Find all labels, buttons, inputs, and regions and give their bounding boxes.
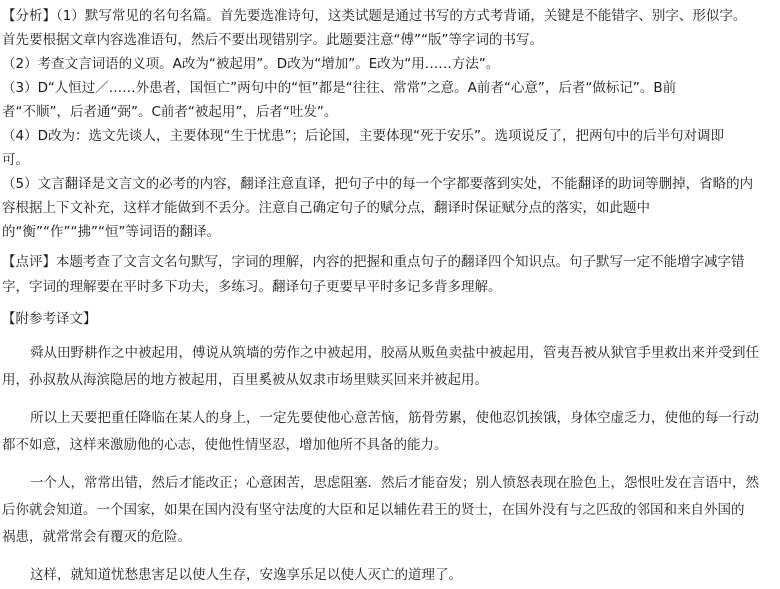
translation-line: 一个人，常常出错，然后才能改正；心意困苦，思虑阻塞．然后才能奋发；别人愤怒表现在脸色上，怨恨吐发在言语中，然 [30, 474, 759, 491]
analysis-line: 【分析】（1）默写常见的名句名篇。首先要选准诗句，这类试题是通过书写的方式考背诵，关键是不能错字、别字、形似字。 [2, 8, 747, 24]
comment-line: 字，字词的理解要在平时多下功夫，多练习。翻译句子更要早平时多记多背多理解。 [2, 278, 502, 295]
analysis-section [2, 4, 776, 244]
translation-line: 祸患，就常常会有覆灭的危险。 [2, 528, 191, 545]
analysis-line: 者“不顺”，后者通“弼”。C前者“被起用”，后者“吐发”。 [2, 104, 338, 120]
comment-section [2, 250, 776, 299]
analysis-line: 可。 [2, 152, 29, 168]
translation-paragraph [2, 562, 776, 589]
translation-paragraph [2, 470, 776, 551]
translation-line: 后你就会知道。一个国家，如果在国内没有坚守法度的大臣和足以辅佐君王的贤士，在国外没有与之匹敌的邻国和来自外国的 [2, 501, 745, 518]
translation-section [2, 307, 776, 589]
analysis-line: （2）考查文言词语的义项。A改为“被起用”。D改为“增加”。E改为“用……方法”。 [2, 56, 500, 72]
analysis-line: 的“衡”“作”“拂”“恒”等词语的翻译。 [2, 224, 220, 240]
translation-line: 都不如意，这样来激励他的心志，使他性情坚忍，增加他所不具备的能力。 [2, 436, 448, 453]
analysis-line: （4）D改为：选文先谈人，主要体现“生于忧患”；后论国，主要体现“死于安乐”。选项说反了，把两句中的后半句对调即 [2, 128, 724, 144]
translation-line: 这样，就知道忧愁患害足以使人生存，安逸享乐足以使人灭亡的道理了。 [30, 566, 462, 583]
comment-line: 【点评】本题考查了文言文名句默写，字词的理解，内容的把握和重点句子的翻译四个知识点。句子默写一定不能增字减字错 [2, 254, 745, 270]
analysis-line: （5）文言翻译是文言文的必考的内容，翻译注意直译，把句子中的每一个字都要落到实处，不能翻译的助词等删掉，省略的内 [2, 176, 754, 192]
analysis-line: （3）D“人恒过／……外患者，国恒亡”两句中的“恒”都是“往往、常常”之意。A前者“心意”，后者“做标记”。B前 [2, 80, 677, 96]
analysis-line: 首先要根据文章内容选准语句，然后不要出现错别字。此题要注意“傅”“版”等字词的书写。 [2, 32, 543, 48]
translation-line: 舜从田野耕作之中被起用，傅说从筑墙的劳作之中被起用，胶鬲从贩鱼卖盐中被起用，管夷吾被从狱官手里救出来并受到任 [30, 344, 759, 361]
translation-paragraph [2, 340, 776, 394]
translation-line: 用，孙叔敖从海滨隐居的地方被起用，百里奚被从奴隶市场里赎买回来并被起用。 [2, 371, 488, 388]
analysis-line: 容根据上下文补充，这样才能做到不丢分。注意自己确定句子的赋分点，翻译时保证赋分点的落实，如此题中 [2, 200, 650, 216]
translation-line: 所以上天要把重任降临在某人的身上，一定先要使他心意苦恼，筋骨劳累，使他忍饥挨饿，身体空虚乏力，使他的每一行动 [30, 409, 759, 426]
translation-paragraph [2, 405, 776, 459]
translation-heading: 【附参考译文】 [2, 311, 97, 327]
